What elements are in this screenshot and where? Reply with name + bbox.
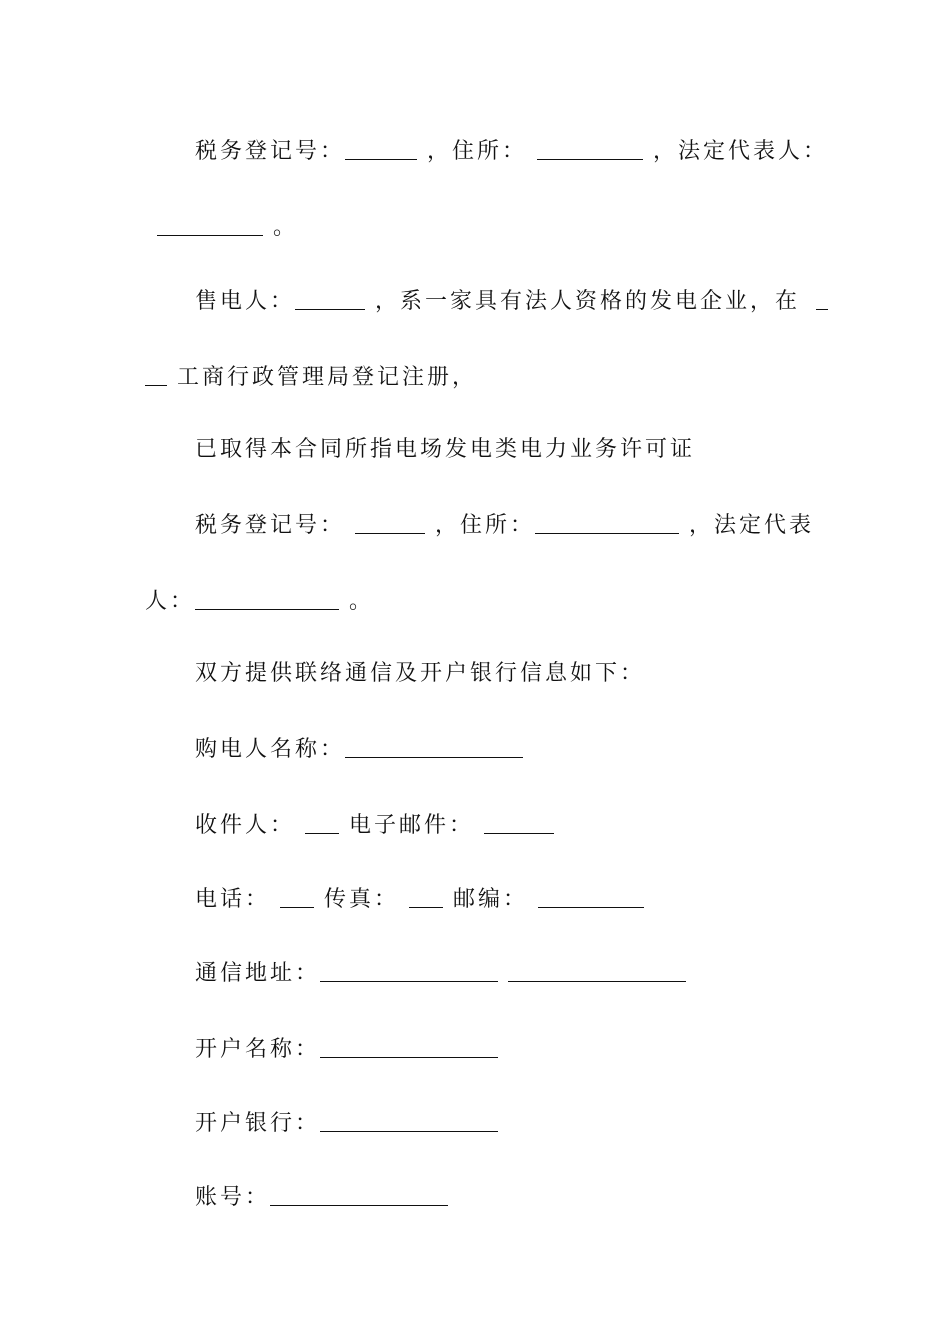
- blank-postcode[interactable]: [538, 887, 644, 908]
- blank-mailing-address[interactable]: [320, 961, 498, 982]
- blank-buyer-name[interactable]: [345, 737, 523, 758]
- license-line: 已取得本合同所指电场发电类电力业务许可证: [195, 437, 696, 462]
- registration-line: 工商行政管理局登记注册，: [145, 363, 477, 393]
- blank-phone[interactable]: [280, 887, 314, 908]
- blank-account-name[interactable]: [320, 1037, 498, 1058]
- blank-address[interactable]: [537, 139, 643, 160]
- bank-line: 开户银行：: [195, 1109, 498, 1139]
- seller-tax-line: 税务登记号： ，住所： ，法定代表人：: [195, 139, 829, 164]
- blank-fax[interactable]: [409, 887, 443, 908]
- blank-tax-number[interactable]: [345, 139, 417, 160]
- phone-line: 电话： 传真： 邮编：: [195, 885, 644, 915]
- blank-registration-place[interactable]: [816, 289, 828, 310]
- seller-tax-line-2: 税务登记号： ，住所： ，法定代表: [195, 513, 815, 538]
- blank-tax-number-2[interactable]: [355, 513, 425, 534]
- blank-registration-place-cont[interactable]: [145, 365, 167, 386]
- blank-bank[interactable]: [320, 1111, 498, 1132]
- buyer-name-line: 购电人名称：: [195, 735, 523, 765]
- blank-seller-name[interactable]: [295, 289, 365, 310]
- blank-account-number[interactable]: [270, 1185, 448, 1206]
- blank-recipient[interactable]: [305, 813, 339, 834]
- contact-info-heading: 双方提供联络通信及开户银行信息如下：: [195, 661, 646, 686]
- seller-intro-line: 售电人： ，系一家具有法人资格的发电企业，在: [195, 287, 828, 317]
- blank-legal-representative-2[interactable]: [195, 589, 339, 610]
- legal-rep-line: 。: [157, 213, 298, 243]
- blank-email[interactable]: [484, 813, 554, 834]
- blank-address-2[interactable]: [535, 513, 679, 534]
- blank-legal-representative[interactable]: [157, 215, 263, 236]
- recipient-line: 收件人： 电子邮件：: [195, 811, 554, 841]
- account-name-line: 开户名称：: [195, 1035, 498, 1065]
- blank-mailing-address-2[interactable]: [508, 961, 686, 982]
- mailing-address-line: 通信地址：: [195, 959, 686, 989]
- account-number-line: 账号：: [195, 1183, 448, 1213]
- legal-rep-line-2: 人： 。: [145, 589, 375, 614]
